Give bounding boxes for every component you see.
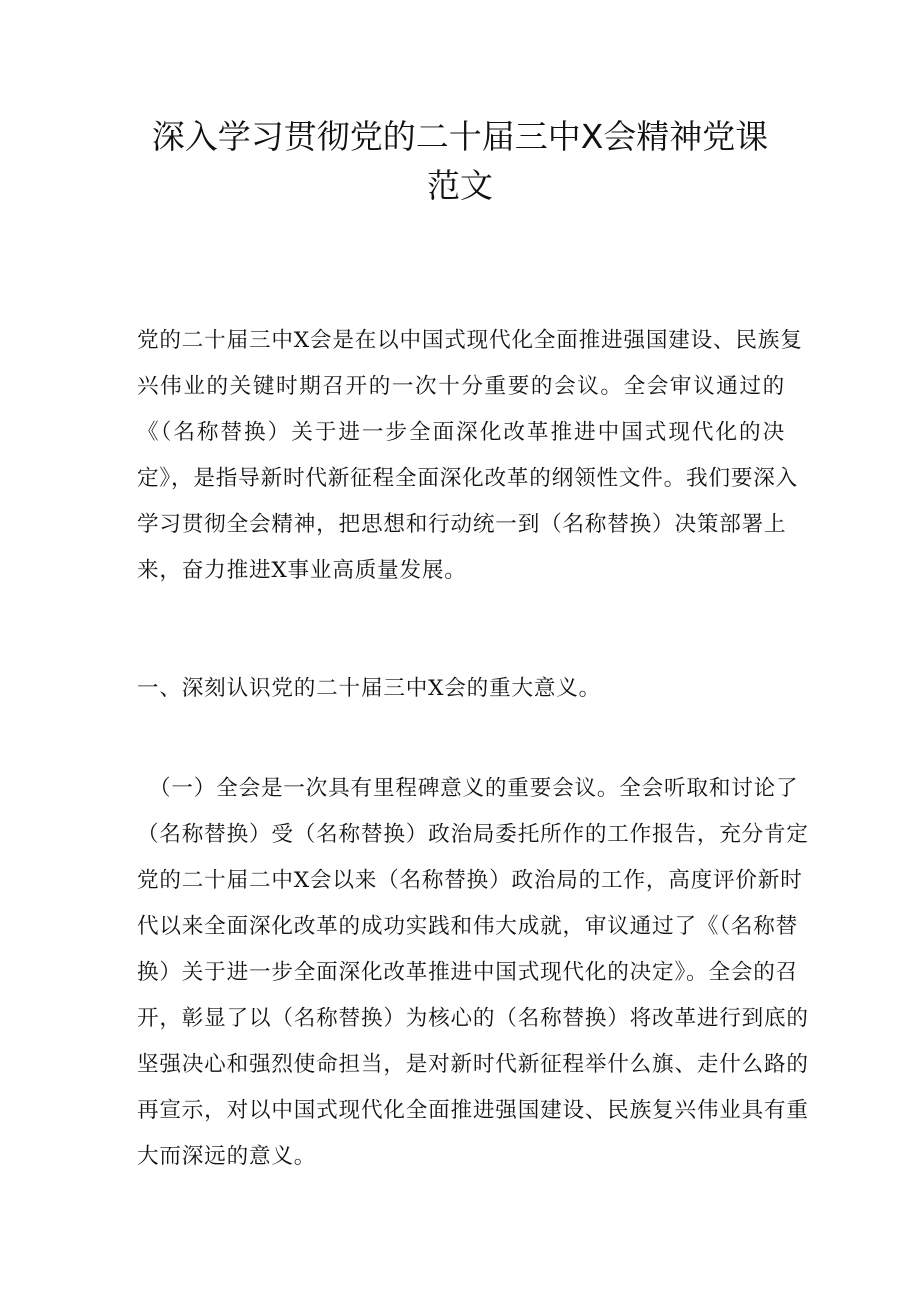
text-line: 兴伟业的关键时期召开的一次十分重要的会议。全会审议通过的 [137,374,785,399]
text-line: 定》，是指导新时代新征程全面深化改革的纲领性文件。我们要深入 [137,466,799,491]
text-line: 党的二十届二中X会以来（名称替换）政治局的工作，高度评价新时 [137,868,803,893]
text-line: 坚强决心和强烈使命担当，是对新时代新征程举什么旗、走什么路的 [137,1052,809,1077]
section-heading-text: 一、深刻认识党的二十届三中X会的重大意义。 [137,676,602,701]
text-line: （名称替换）受（名称替换）政治局委托所作的工作报告，充分肯定 [137,822,809,847]
document-title [0,112,920,210]
text-line: （一）全会是一次具有里程碑意义的重要会议。全会听取和讨论了 [149,776,799,801]
text-line: 开，彰显了以（名称替换）为核心的（名称替换）将改革进行到底的 [137,1006,809,1031]
text-line: 来，奋力推进X事业高质量发展。 [137,558,467,583]
section-heading [137,666,785,712]
intro-paragraph [137,318,803,594]
text-line: 代以来全面深化改革的成功实践和伟大成就，审议通过了《（名称替 [137,914,799,939]
text-line: 党的二十届三中X会是在以中国式现代化全面推进强国建设、民族复 [137,328,803,353]
title-line: 深入学习贯彻党的二十届三中X会精神党课 [151,117,769,156]
body-paragraph [137,766,809,1180]
title-line: 范文 [427,166,493,205]
text-line: 学习贯彻全会精神，把思想和行动统一到（名称替换）决策部署上 [137,512,787,537]
text-line: 大而深远的意义。 [137,1144,317,1169]
text-line: 换）关于进一步全面深化改革推进中国式现代化的决定》。全会的召 [137,960,799,985]
text-line: 再宣示，对以中国式现代化全面推进强国建设、民族复兴伟业具有重 [137,1098,809,1123]
text-line: 《（名称替换）关于进一步全面深化改革推进中国式现代化的决 [137,420,785,445]
